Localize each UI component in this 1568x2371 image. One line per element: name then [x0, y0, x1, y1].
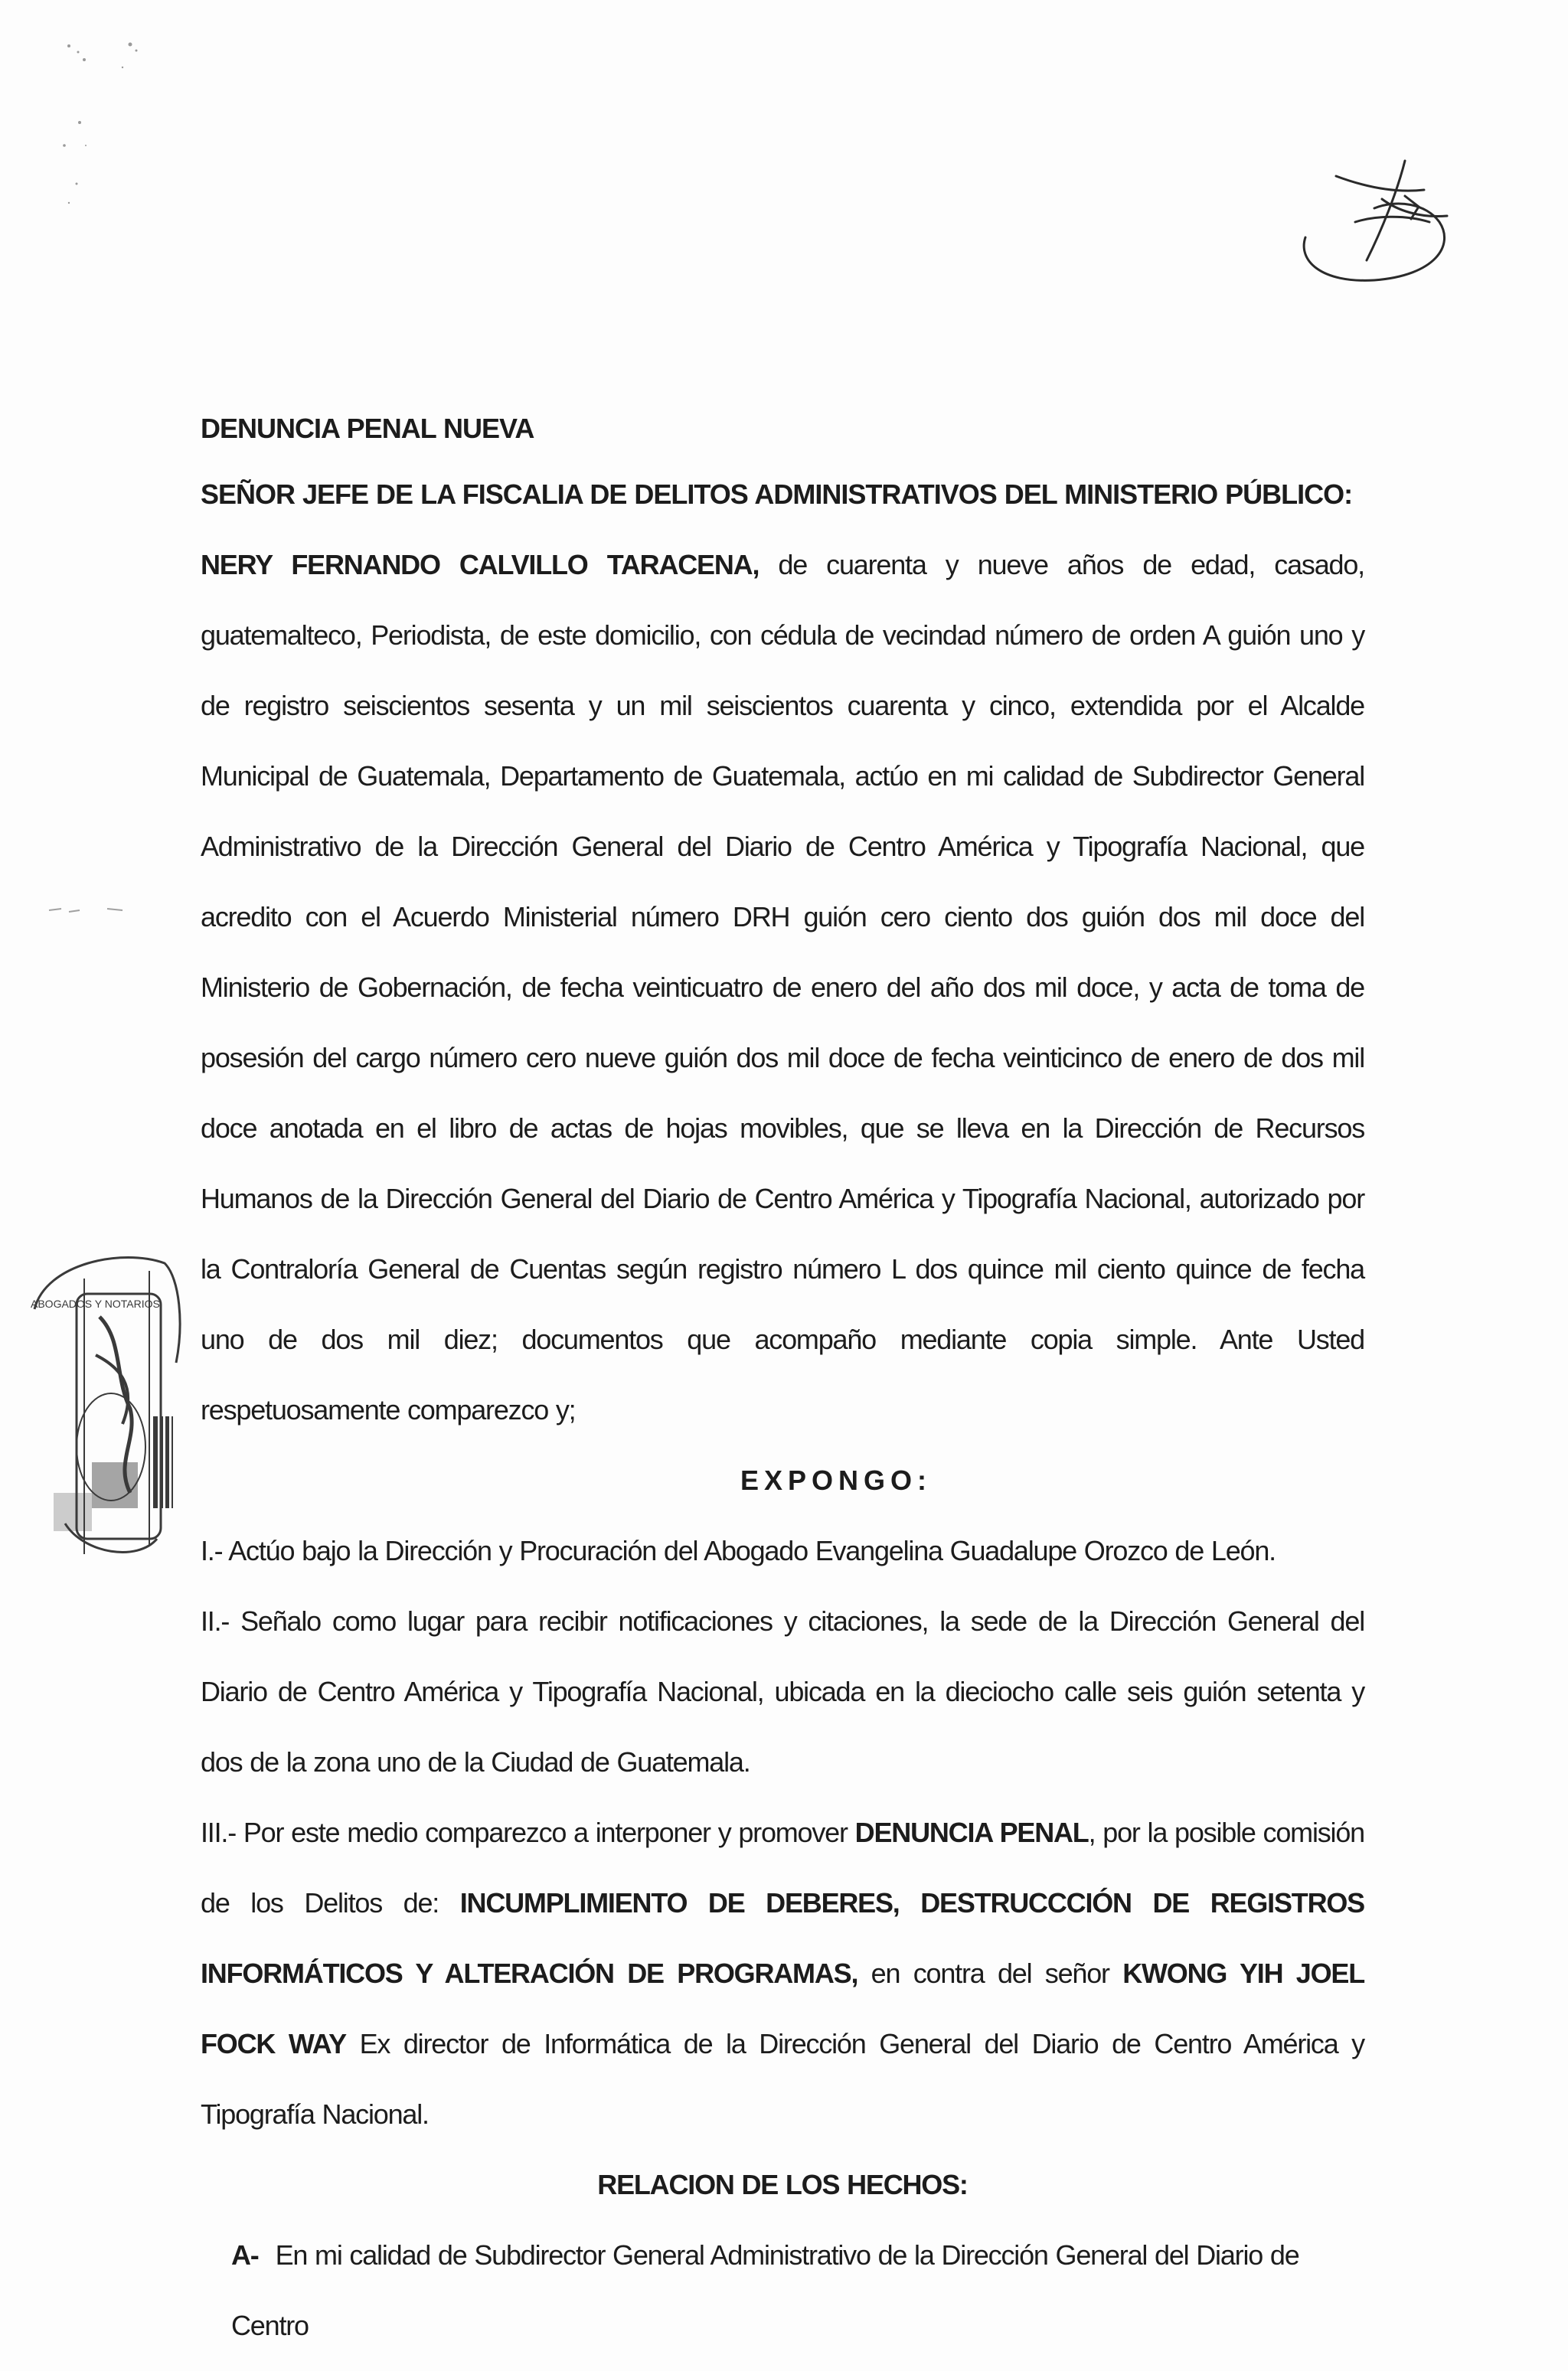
item-iii-bold-1: DENUNCIA PENAL [854, 1817, 1089, 1848]
item-i: I.- Actúo bajo la Dirección y Procuración del Abogado Evangelina Guadalupe Orozco de León. [201, 1535, 1276, 1566]
hechos-heading: RELACION DE LOS HECHOS: [597, 2169, 968, 2200]
handwritten-signature [1290, 145, 1466, 291]
notary-stamp [23, 1233, 188, 1569]
document-title: DENUNCIA PENAL NUEVA [201, 413, 534, 444]
hechos-item-text: En mi calidad de Subdirector General Administrativo de la Dirección General del Diario de Centro [231, 2239, 1299, 2341]
document-body [201, 398, 1364, 2361]
item-iii-text-2: , por la posible comisión de los Delitos de: [201, 1817, 1364, 1919]
complainant-name: NERY FERNANDO CALVILLO TARACENA, [201, 549, 760, 580]
item-ii: II.- Señalo como lugar para recibir notificaciones y citaciones, la sede de la Dirección General del Diario de Centro América y Tipografía Nacional, ubicada en la dieciocho calle seis guión setenta y dos de la zona uno de la Ciudad de Guatemala. [201, 1605, 1364, 1778]
expongo-heading: EXPONGO: [740, 1465, 933, 1496]
item-iii-text-3: en contra del señor [858, 1958, 1123, 1989]
item-iii-bold-3: KWONG YIH JOEL FOCK WAY [201, 1958, 1364, 2059]
stamp-text: ABOGADOS Y NOTARIOS [31, 1298, 160, 1310]
item-iii [201, 1798, 1364, 2150]
addressee: SEÑOR JEFE DE LA FISCALIA DE DELITOS ADMINISTRATIVOS DEL MINISTERIO PÚBLICO: [201, 478, 1353, 510]
item-iii-text-4: Ex director de Informática de la Dirección General del Diario de Centro América y Tipografía Nacional. [201, 2028, 1364, 2130]
scan-specks [46, 31, 199, 214]
scan-specks-margin [46, 900, 130, 923]
item-iii-text-1: III.- Por este medio comparezco a interponer y promover [201, 1817, 855, 1848]
intro-text: de cuarenta y nueve años de edad, casado, guatemalteco, Periodista, de este domicilio, con cédula de vecindad número de orden A guión uno y de registro seiscientos sesenta y un mil seiscientos cuarenta y cinco, extendida por el Alcalde Municipal de Guatemala, Departamento de Guatemala, actúo en mi calidad de Subdirector General Administrativo de la Dirección General del Diario de Centro América y Tipografía Nacional, que acredito con el Acuerdo Ministerial número DRH guión cero ciento dos guión dos mil doce del Ministerio de Gobernación, de fecha veinticuatro de enero del año dos mil doce, y acta de toma de posesión del cargo número cero nueve guión dos mil doce de fecha veinticinco de enero de dos mil doce anotada en el libro de actas de hojas movibles, que se lleva en la Dirección de Recursos Humanos de la Dirección General del Diario de Centro América y Tipografía Nacional, autorizado por la Contraloría General de Cuentas según registro número L dos quince mil ciento quince de fecha uno de dos mil diez; documentos que acompaño mediante copia simple. Ante Usted respetuosamente comparezco y; [201, 549, 1364, 1426]
item-iii-bold-2: INCUMPLIMIENTO DE DEBERES, DESTRUCCCIÓN DE REGISTROS INFORMÁTICOS Y ALTERACIÓN DE PROGRAMAS, [201, 1887, 1364, 1989]
hechos-item-marker: A- [231, 2239, 259, 2271]
hechos-item [201, 2220, 1364, 2361]
intro-paragraph [201, 530, 1364, 1445]
